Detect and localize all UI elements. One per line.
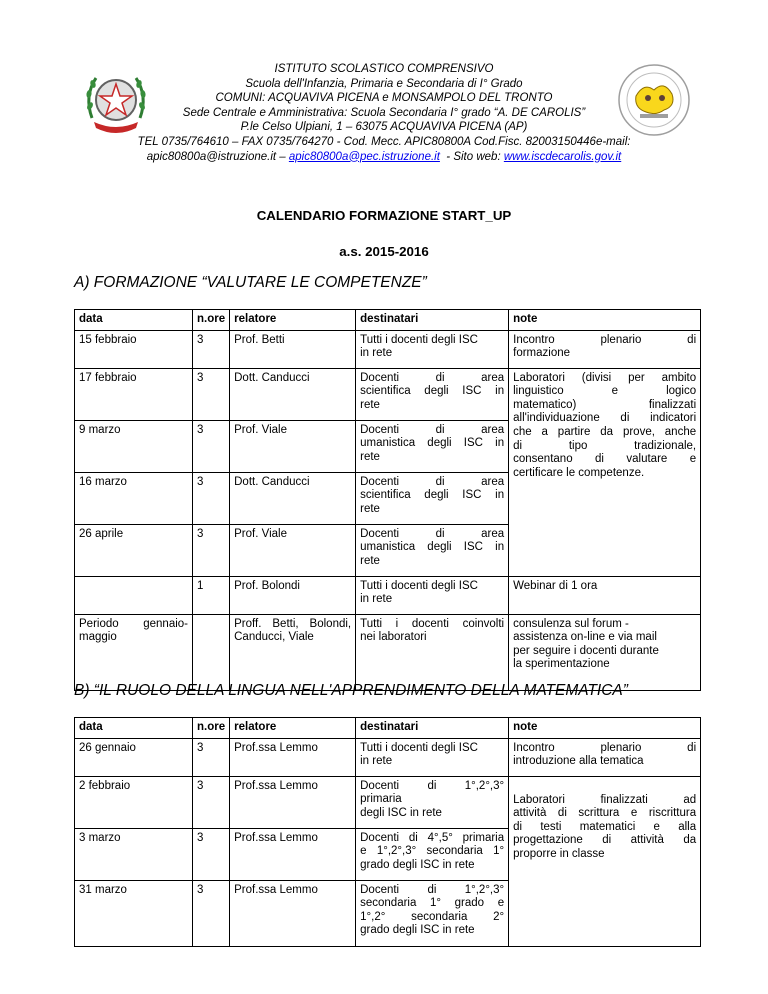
dest-line: nei laboratori [360,631,427,644]
cell-data: 17 febbraio [75,368,193,420]
cell-destinatari [356,420,509,472]
note-line: proporre in classe [513,847,605,860]
dest-line: scientifica degli ISC in [360,489,505,502]
dest-line: scientifica degli ISC in [360,385,505,398]
dest-line: umanistica degli ISC in [360,437,505,450]
dest-line: Tutti i docenti degli ISC [360,741,478,754]
dest-line: Docenti di area [360,371,505,384]
cell-destinatari [356,776,509,828]
section-a-table [74,309,701,691]
dest-line: Docenti di 1°,2°,3° [360,779,505,792]
table-row [75,776,701,828]
note-line: Incontro plenario di [513,741,697,754]
section-b-table [74,717,701,947]
dest-line: Docenti di area [360,475,505,488]
cell-data: 9 marzo [75,420,193,472]
cell-destinatari [356,828,509,880]
note-line: di tipo tradizionale, [513,439,697,452]
col-header-destinatari: destinatari [356,718,509,739]
cell-ore: 3 [193,368,230,420]
page-subtitle: a.s. 2015-2016 [339,244,429,259]
cell-ore: 3 [193,330,230,368]
note-line: Incontro plenario di [513,333,697,346]
cell-ore: 3 [193,828,230,880]
cell-ore: 3 [193,738,230,776]
col-header-note: note [509,718,701,739]
header-line-3: COMUNI: ACQUAVIVA PICENA e MONSAMPOLO DEL TRONTO [215,92,553,105]
cell-ore: 3 [193,524,230,576]
dest-line: Docenti di 1°,2°,3° [360,883,505,896]
note-line: di testi matematici e alla [513,820,697,833]
col-header-relatore: relatore [230,718,356,739]
cell-ore: 3 [193,776,230,828]
cell-relatore: Prof. Betti [230,330,356,368]
separator: – [276,150,289,163]
cell-data: Periodo gennaio-maggio [75,614,193,690]
dest-line: in rete [360,593,393,606]
cell-relatore: Prof.ssa Lemmo [230,828,356,880]
email-text: apic80800a@istruzione.it [146,150,277,163]
header-line-2: Scuola dell'Infanzia, Primaria e Secondaria di I° Grado [245,77,523,90]
cell-ore [193,614,230,690]
dest-line: primaria [360,793,402,806]
col-header-destinatari: destinatari [356,310,509,331]
cell-data: 26 gennaio [75,738,193,776]
cell-note [509,738,701,776]
note-line: consentano di valutare e [513,453,697,466]
cell-relatore: Prof. Viale [230,524,356,576]
note-line: Laboratori (divisi per ambito [513,371,697,384]
website-link[interactable]: www.iscdecarolis.gov.it [503,150,622,163]
cell-destinatari [356,614,509,690]
cell-destinatari [356,368,509,420]
cell-relatore: Prof. Bolondi [230,576,356,614]
dest-line: Docenti di 4°,5° primaria [360,831,505,844]
cell-relatore: Dott. Canducci [230,368,356,420]
cell-destinatari [356,330,509,368]
header-line-1: ISTITUTO SCOLASTICO COMPRENSIVO [274,63,494,75]
dest-line: grado degli ISC in rete [360,858,475,871]
dest-line: Tutti i docenti degli ISC [360,579,478,592]
note-line: linguistico e logico [513,385,697,398]
site-label: - Sito web: [439,150,504,163]
note-line: per seguire i docenti durante [513,644,659,657]
cell-note [509,330,701,368]
cell-ore: 3 [193,880,230,946]
section-a-heading: A) FORMAZIONE “VALUTARE LE COMPETENZE” [74,274,427,291]
dest-line: 1°,2° secondaria 2° [360,910,505,923]
col-header-note: note [509,310,701,331]
cell-note [509,614,701,690]
note-line: assistenza on-line e via mail [513,631,657,644]
note-line: introduzione alla tematica [513,755,644,768]
cell-relatore: Prof.ssa Lemmo [230,880,356,946]
note-line: attività di scrittura e riscrittura [513,807,697,820]
cell-ore: 3 [193,420,230,472]
cell-data: 31 marzo [75,880,193,946]
dest-line: Docenti di area [360,423,505,436]
school-header [0,62,768,164]
cell-data: 15 febbraio [75,330,193,368]
cell-note-merged [509,776,701,946]
note-line: consulenza sul forum - [513,617,629,630]
section-b-heading: B) “IL RUOLO DELLA LINGUA NELL'APPRENDIMENTO DELLA MATEMATICA” [74,682,628,699]
pec-email-link[interactable]: apic80800a@pec.istruzione.it [288,150,440,163]
note-line: la sperimentazione [513,658,610,671]
header-line-7 [0,150,768,165]
table-row [75,368,701,420]
table-row [75,614,701,690]
header-line-4: Sede Centrale e Amministrativa: Scuola Secondaria I° grado “A. DE CAROLIS” [182,106,586,119]
note-line: progettazione di attività da [513,834,697,847]
dest-line: Docenti di area [360,527,505,540]
note-line: che a partire da prove, anche [513,425,697,438]
note-line: certificare le competenze. [513,466,645,479]
cell-data: 3 marzo [75,828,193,880]
cell-relatore: Dott. Canducci [230,472,356,524]
cell-relatore: Prof.ssa Lemmo [230,776,356,828]
cell-destinatari [356,472,509,524]
note-line: all'individuazione di indicatori [513,412,697,425]
cell-data: 26 aprile [75,524,193,576]
dest-line: rete [360,554,380,567]
cell-relatore: Prof.ssa Lemmo [230,738,356,776]
cell-destinatari [356,524,509,576]
dest-line: e 1°,2°,3° secondaria 1° [360,845,505,858]
dest-line: rete [360,502,380,515]
table-row [75,576,701,614]
table-row [75,738,701,776]
dest-line: Tutti i docenti degli ISC [360,333,478,346]
cell-note: Webinar di 1 ora [509,576,701,614]
dest-line: in rete [360,347,393,360]
note-line: Laboratori finalizzati ad [513,793,697,806]
page-title: CALENDARIO FORMAZIONE START_UP [256,208,512,223]
cell-relatore: Prof. Viale [230,420,356,472]
note-line: matematico) finalizzati [513,398,697,411]
cell-ore: 1 [193,576,230,614]
cell-data: 16 marzo [75,472,193,524]
col-header-data: data [75,718,193,739]
dest-line: degli ISC in rete [360,806,442,819]
cell-ore: 3 [193,472,230,524]
cell-data: 2 febbraio [75,776,193,828]
cell-destinatari [356,880,509,946]
cell-destinatari [356,738,509,776]
col-header-relatore: relatore [230,310,356,331]
dest-line: in rete [360,755,393,768]
header-line-5: P.le Celso Ulpiani, 1 – 63075 ACQUAVIVA PICENA (AP) [240,121,528,134]
cell-destinatari [356,576,509,614]
cell-relatore: Proff. Betti, Bolondi, Canducci, Viale [230,614,356,690]
dest-line: secondaria 1° grado e [360,897,505,910]
dest-line: grado degli ISC in rete [360,924,475,937]
dest-line: umanistica degli ISC in [360,541,505,554]
cell-note-merged [509,368,701,576]
col-header-ore: n.ore [193,718,230,739]
dest-line: rete [360,450,380,463]
table-row [75,330,701,368]
dest-line: Tutti i docenti coinvolti [360,617,505,630]
note-line: formazione [513,347,571,360]
col-header-data: data [75,310,193,331]
cell-data [75,576,193,614]
dest-line: rete [360,398,380,411]
col-header-ore: n.ore [193,310,230,331]
header-line-6: TEL 0735/764610 – FAX 0735/764270 - Cod. Mecc. APIC80800A Cod.Fisc. 82003150446e-mail: [137,135,631,148]
